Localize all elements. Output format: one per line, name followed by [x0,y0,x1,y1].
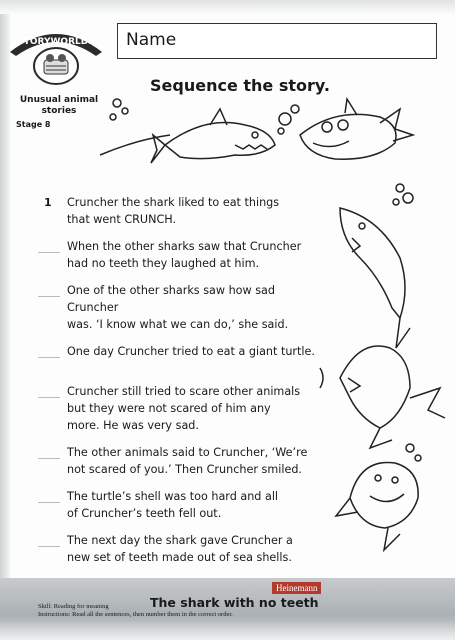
logo-text: STORYWORLDS [17,37,95,47]
item-text: One of the other sharks saw how sad Cruncher was. ‘I know what we can do,’ she said. [67,284,289,331]
stage-label: Stage 8 [16,120,51,129]
skill-text: Skill: Reading for meaning [38,603,109,610]
item-text: When the other sharks saw that Cruncher had no teeth they laughed at him. [67,240,302,270]
shrinkwrap-glare [0,620,455,640]
name-field[interactable] [117,23,437,59]
item-text: One day Cruncher tried to eat a giant turtle. [67,345,315,358]
list-item [28,488,328,522]
book-title: The shark with no teeth [150,595,319,610]
storyworlds-logo [6,22,106,88]
instructions-text: Instructions: Read all the sentences, then number them in the correct order. [38,611,233,618]
list-item [28,282,328,333]
number-blank[interactable] [38,252,60,253]
item-text: The other animals said to Cruncher, ‘We’re not scared of you.’ Then Cruncher smiled. [67,446,308,476]
shrinkwrap-top [0,0,455,14]
list-item [28,444,328,478]
sequence-list [28,194,328,576]
publisher-logo: Heinemann [272,582,321,594]
number-blank[interactable] [38,546,60,547]
item-text: The turtle’s shell was too hard and all of Cruncher’s teeth fell out. [67,490,279,520]
shrinkwrap-edge [0,0,10,640]
list-item [28,194,328,228]
name-label: Name [126,30,177,50]
list-item [28,238,328,272]
item-text: The next day the shark gave Cruncher a new set of teeth made out of sea shells. [67,534,293,564]
number-blank[interactable] [38,397,60,398]
number-blank[interactable] [38,296,60,297]
shark-illustration-top [95,95,425,185]
item-text: Cruncher still tried to scare other animals but they were not scared of him any more. He was very sad. [67,385,301,432]
list-item [28,532,328,566]
list-item [28,383,328,434]
number-blank[interactable] [38,357,60,358]
item-number[interactable]: 1 [44,196,52,209]
number-blank[interactable] [38,458,60,459]
page-heading: Sequence the story. [150,76,330,95]
item-text: Cruncher the shark liked to eat things that went CRUNCH. [67,196,280,226]
number-blank[interactable] [38,502,60,503]
list-item [28,343,328,373]
series-subtitle: Unusual animal stories [19,95,99,116]
